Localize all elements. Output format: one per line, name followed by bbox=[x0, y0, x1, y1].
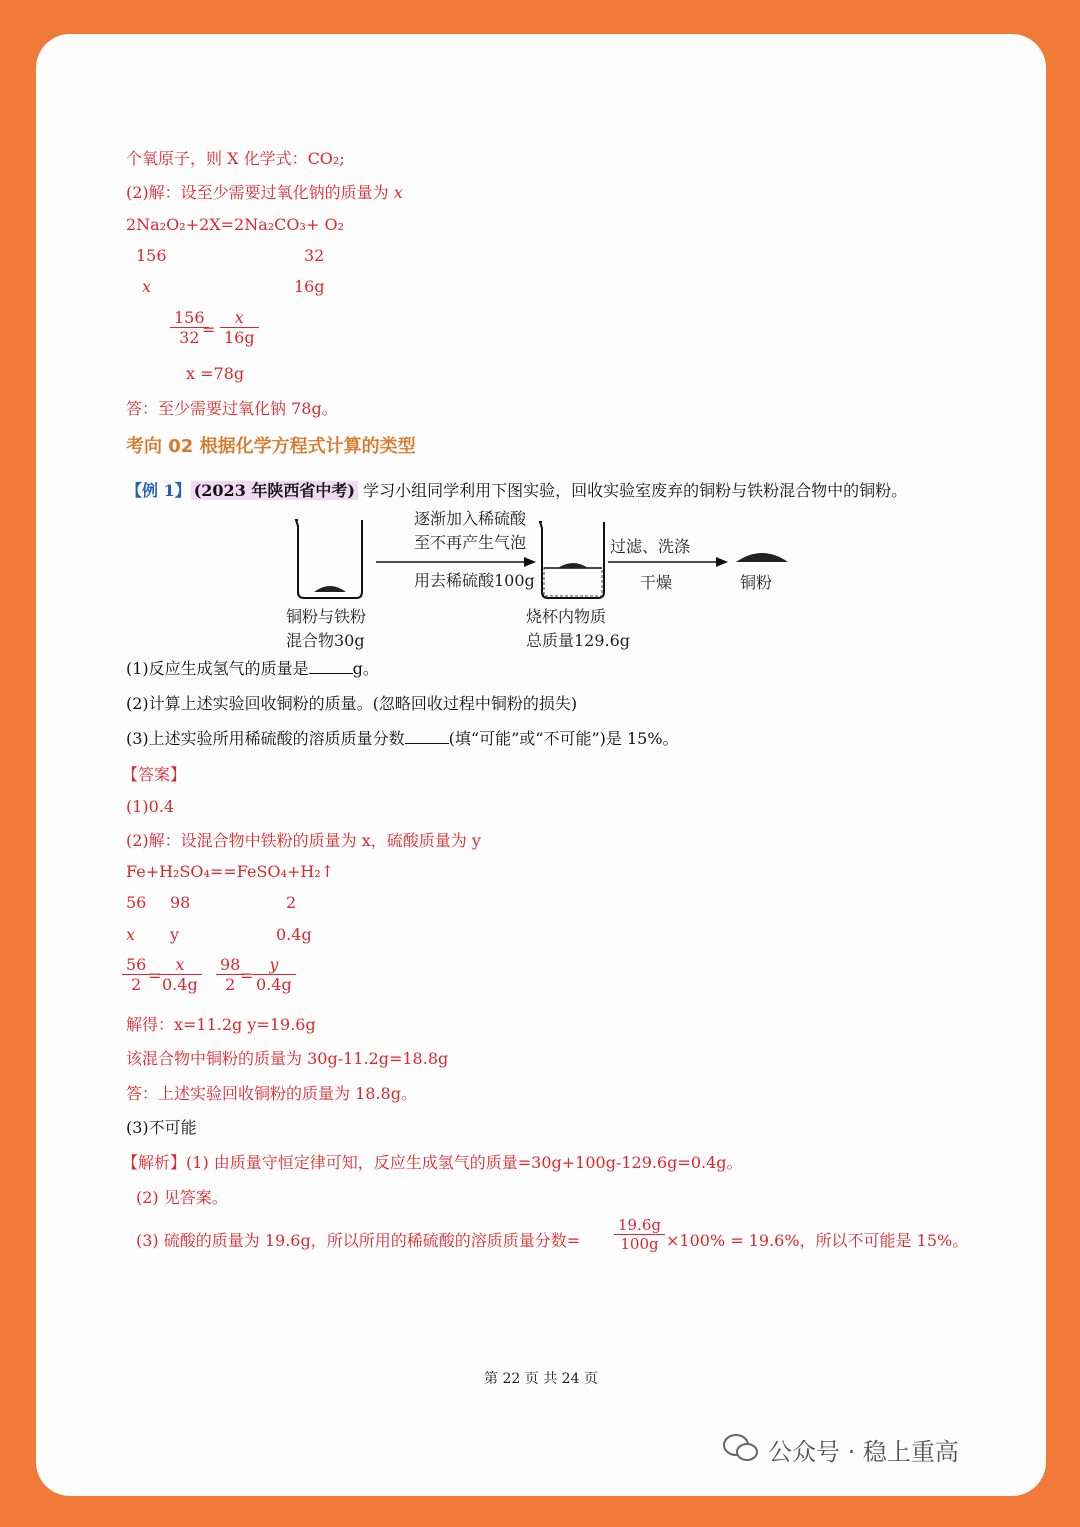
mass-value: 32 bbox=[304, 246, 325, 265]
equals-sign: = bbox=[240, 966, 254, 985]
diagram-label: 铜粉与铁粉 bbox=[286, 607, 367, 626]
example-tag: 【例 1】 bbox=[126, 481, 191, 500]
arrow-icon bbox=[608, 557, 728, 567]
analysis-line: (2) 见答案。 bbox=[136, 1188, 228, 1207]
unknown-value: x bbox=[142, 277, 152, 296]
text-line: (2)解：设至少需要过氧化钠的质量为 x bbox=[126, 183, 403, 202]
analysis-line: 【解析】(1) 由质量守恒定律可知，反应生成氢气的质量=30g+100g-129.6g=0.4g。 bbox=[122, 1153, 743, 1172]
fraction: $\frac{156}{32}$ bbox=[170, 308, 209, 347]
fraction: $\frac{y}{0.4g}$ bbox=[252, 955, 296, 994]
fraction: $\frac{56}{2}$ bbox=[122, 955, 150, 994]
answer-2: (2)解：设混合物中铁粉的质量为 x，硫酸质量为 y bbox=[126, 831, 481, 850]
beaker-icon bbox=[296, 520, 362, 598]
answer-line: 答：至少需要过氧化钠 78g。 bbox=[126, 399, 338, 418]
answer-1: (1)0.4 bbox=[126, 797, 175, 816]
equation: 2Na₂O₂+2X=2Na₂CO₃+ O₂ bbox=[126, 215, 344, 234]
question-1: (1)反应生成氢气的质量是 g。 bbox=[126, 659, 379, 678]
fraction: $\frac{19.6g}{100g}$ bbox=[614, 1216, 665, 1253]
document-page bbox=[36, 34, 1046, 1496]
diagram-label: 逐渐加入稀硫酸 bbox=[414, 509, 527, 528]
arrow-icon bbox=[376, 557, 536, 567]
analysis-line: (3) 硫酸的质量为 19.6g，所以所用的稀硫酸的溶质质量分数= bbox=[136, 1231, 581, 1250]
answer-line: 答：上述实验回收铜粉的质量为 18.8g。 bbox=[126, 1084, 417, 1103]
fraction: $\frac{x}{0.4g}$ bbox=[158, 955, 202, 994]
copper-powder-icon bbox=[736, 553, 788, 562]
page-number: 第 22 页 共 24 页 bbox=[484, 1371, 598, 1387]
diagram-label: 至不再产生气泡 bbox=[414, 533, 527, 552]
mass-value: 56 bbox=[126, 893, 147, 912]
answer-3: (3)不可能 bbox=[126, 1118, 197, 1137]
analysis-line: ×100% = 19.6%，所以不可能是 15%。 bbox=[666, 1231, 969, 1250]
source-tag: (2023 年陕西省中考) bbox=[191, 481, 358, 500]
diagram-label: 总质量129.6g bbox=[526, 631, 631, 650]
brand-text: 公众号 · 稳上重高 bbox=[768, 1438, 959, 1466]
unknown-value: x bbox=[126, 925, 136, 944]
question-3: (3)上述实验所用稀硫酸的溶质质量分数 (填“可能”或“不可能”)是 15%。 bbox=[126, 729, 679, 748]
equation: Fe+H₂SO₄==FeSO₄+H₂↑ bbox=[126, 862, 335, 881]
section-heading: 考向 02 根据化学方程式计算的类型 bbox=[126, 436, 416, 457]
text-line: 个氧原子，则 X 化学式：CO₂; bbox=[126, 149, 345, 168]
analysis-label: 【解析】 bbox=[122, 1153, 187, 1172]
result: x =78g bbox=[186, 364, 245, 383]
diagram-label: 干燥 bbox=[640, 573, 673, 592]
mass-value: 2 bbox=[286, 893, 297, 912]
fraction: $\frac{98}{2}$ bbox=[216, 955, 244, 994]
diagram-label: 烧杯内物质 bbox=[526, 607, 607, 626]
example-intro: 【例 1】 (2023 年陕西省中考) 学习小组同学利用下图实验，回收实验室废弃的铜粉与铁粉混合物中的铜粉。 bbox=[126, 481, 908, 500]
experiment-diagram bbox=[286, 509, 806, 650]
equals-sign: = bbox=[202, 320, 216, 339]
solution-line: 解得：x=11.2g y=19.6g bbox=[126, 1015, 316, 1034]
answer-label: 【答案】 bbox=[122, 765, 187, 784]
copper-mass-line: 该混合物中铜粉的质量为 30g-11.2g=18.8g bbox=[126, 1049, 449, 1068]
mass-value: 156 bbox=[136, 246, 167, 265]
diagram-label: 铜粉 bbox=[740, 573, 773, 592]
answer-blank bbox=[405, 731, 449, 744]
answer-blank bbox=[309, 661, 353, 674]
equals-sign: = bbox=[148, 966, 162, 985]
mass-value: 16g bbox=[294, 277, 325, 296]
diagram-label: 混合物30g bbox=[286, 631, 365, 650]
wechat-icon bbox=[722, 1432, 760, 1468]
mass-value: 0.4g bbox=[276, 925, 312, 944]
diagram-label: 过滤、洗涤 bbox=[610, 537, 691, 556]
question-2: (2)计算上述实验回收铜粉的质量。(忽略回收过程中铜粉的损失) bbox=[126, 694, 578, 713]
beaker-icon bbox=[540, 522, 604, 598]
mass-value: 98 bbox=[170, 893, 191, 912]
fraction: $\frac{x}{16g}$ bbox=[220, 308, 259, 347]
unknown-value: y bbox=[170, 925, 180, 944]
diagram-label: 用去稀硫酸100g bbox=[414, 571, 535, 590]
